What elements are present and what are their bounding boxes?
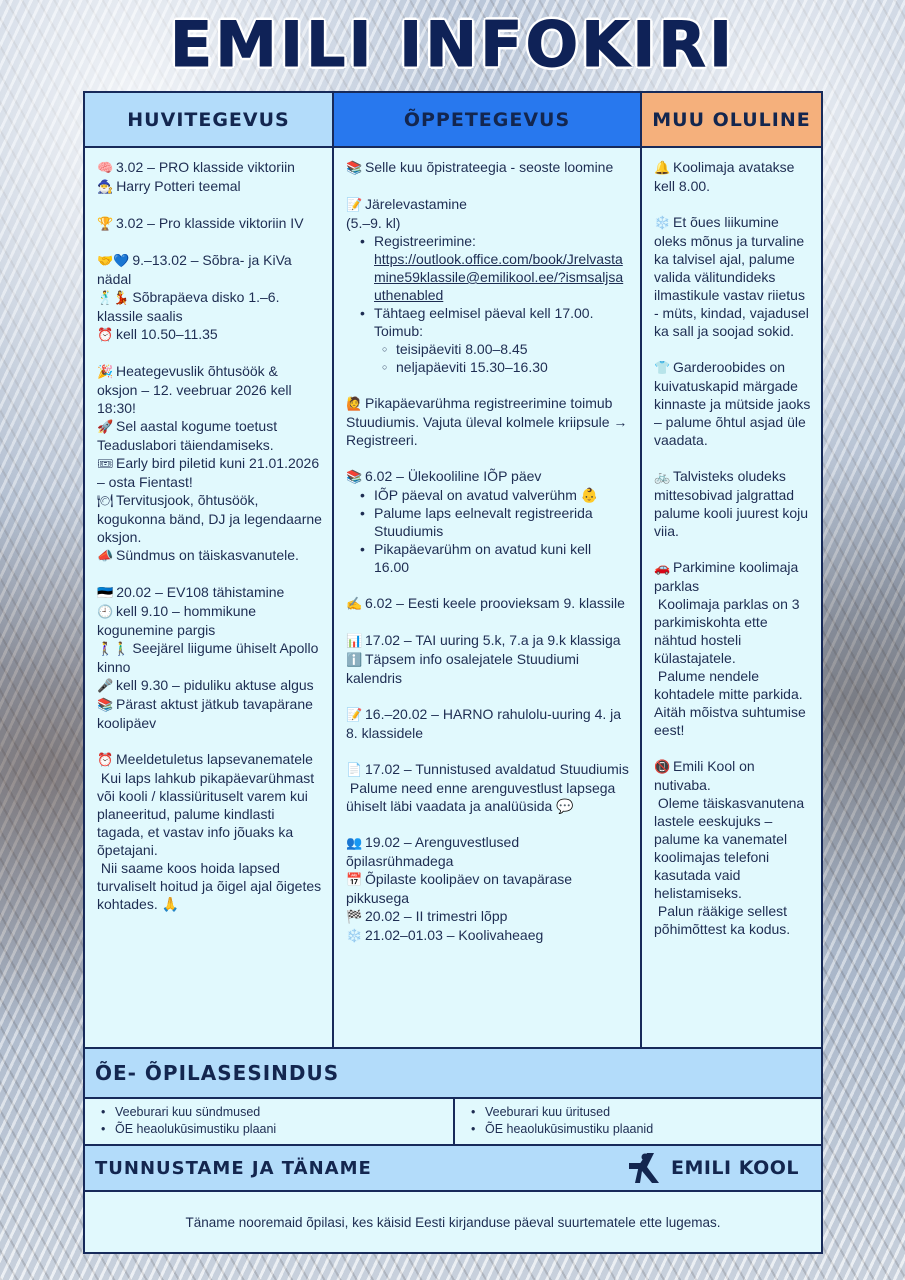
- emoji-icon: ⏰: [97, 327, 114, 342]
- emoji-icon: 📚: [97, 697, 114, 712]
- info-block: [346, 631, 630, 687]
- info-block: [346, 833, 630, 945]
- emoji-icon: 📣: [97, 548, 114, 563]
- emoji-icon: 🔔: [654, 160, 671, 175]
- info-text: Õpilaste koolipäev on tavapärase pikkusega: [346, 871, 573, 906]
- info-text: Nii saame koos hoida lapsed turvaliselt hoitud ja õigel ajal õigetes kohtades. 🙏: [97, 860, 322, 912]
- info-line: [654, 757, 811, 794]
- info-text: 3.02 – PRO klasside viktoriin: [116, 159, 295, 175]
- column-body-oppetegevus: [334, 148, 640, 1047]
- info-block: [97, 251, 322, 344]
- list-item: • Pikapäevarühm on avatud kuni kell 16.00: [360, 540, 630, 576]
- emoji-icon: 📊: [346, 633, 363, 648]
- info-text: 6.02 – Eesti keele proovieksam 9. klassile: [365, 595, 625, 611]
- list-item: [360, 232, 630, 304]
- info-line: [654, 558, 811, 595]
- jarelevastamine-list: [360, 232, 630, 376]
- info-line: [97, 639, 322, 676]
- column-muu-oluline: [642, 93, 821, 1047]
- emoji-icon: 🎤: [97, 678, 114, 693]
- info-block: [654, 158, 811, 195]
- column-heading-huvitegevus: HUVITEGEVUS: [85, 93, 332, 148]
- info-text: 21.02–01.03 – Koolivaheaeg: [365, 927, 544, 943]
- info-line: [97, 417, 322, 454]
- emili-kool-logo: [627, 1151, 799, 1185]
- info-text: Oleme täiskasvanutena lastele eeskujuks – palume ka vanematel koolimajas telefoni kasutada vaid helistamiseks.: [654, 795, 805, 901]
- info-text: Pärast aktust jätkub tavapärane koolipäev: [97, 696, 313, 731]
- info-line: [346, 907, 630, 926]
- memo-icon: 📝: [346, 197, 363, 212]
- info-line: [654, 595, 811, 667]
- registration-label: Registreerimine:: [374, 233, 476, 249]
- deadline-text: Tähtaeg eelmisel päeval kell 17.00. Toimub:: [374, 305, 594, 339]
- emoji-icon: 🎟: [97, 456, 114, 471]
- emoji-icon: 🚲: [654, 469, 671, 484]
- info-text: Kui laps lahkub pikapäevarühmast või kooli / klassiürituselt varem kui planeeritud, palume kindlasti tagada, et vastav info jõuaks ka õpetajani.: [97, 770, 315, 858]
- info-line: [97, 491, 322, 546]
- emoji-icon: 🧙‍♂️: [97, 179, 114, 194]
- thanks-section-heading: [83, 1144, 823, 1192]
- info-line: [654, 902, 811, 938]
- info-line: [97, 676, 322, 695]
- list-item: [360, 304, 630, 376]
- info-line: [97, 695, 322, 732]
- pikapaev-text: Pikapäevarühma registreerimine toimub Stuudiumis. Vajuta üleval kolmele kriipsule → Registreeri.: [346, 395, 628, 448]
- info-line: [97, 288, 322, 325]
- strategy-text: Selle kuu õpistrateegia - seoste loomine: [365, 159, 614, 175]
- emoji-icon: 🏆: [97, 216, 114, 231]
- info-text: Koolimaja avatakse kell 8.00.: [654, 159, 795, 194]
- info-text: Meeldetuletus lapsevanematele: [116, 751, 313, 767]
- info-text: kell 10.50–11.35: [116, 326, 218, 342]
- thanks-text: Täname nooremaid õpilasi, kes käisid Eesti kirjanduse päeval suurtematele ette lugemas.: [185, 1214, 721, 1230]
- info-line: [346, 705, 630, 742]
- info-line: [97, 750, 322, 769]
- emoji-icon: 🕺💃: [97, 290, 130, 305]
- info-text: Harry Potteri teemal: [116, 178, 241, 194]
- emoji-icon: 📄: [346, 762, 363, 777]
- info-line: [654, 667, 811, 739]
- info-line: [97, 158, 322, 177]
- list-item: • Veeburari kuu sündmused: [101, 1104, 453, 1121]
- info-line: [97, 546, 322, 565]
- emoji-icon: 🤝💙: [97, 253, 130, 268]
- info-line: [654, 158, 811, 195]
- info-line: [97, 251, 322, 288]
- info-text: Sõbrapäeva disko 1.–6. klassile saalis: [97, 289, 280, 324]
- emoji-icon: 📵: [654, 759, 671, 774]
- info-text: 17.02 – Tunnistused avaldatud Stuudiumis: [365, 761, 629, 777]
- info-text: 16.–20.02 – HARNO rahulolu-uuring 4. ja 8. klassidele: [346, 706, 622, 741]
- info-text: Täpsem info osalejatele Stuudiumi kalendris: [346, 651, 580, 686]
- times-list: [382, 340, 630, 376]
- emoji-icon: 🏁: [346, 909, 363, 924]
- emoji-icon: ⏰: [97, 752, 114, 767]
- info-block: [97, 583, 322, 732]
- info-text: 9.–13.02 – Sõbra- ja KiVa nädal: [97, 252, 292, 287]
- info-text: kell 9.30 – piduliku aktuse algus: [116, 677, 314, 693]
- thanks-section-body: [83, 1190, 823, 1254]
- column-body-huvitegevus: [85, 148, 332, 1047]
- info-block: [654, 358, 811, 449]
- info-text: Heategevuslik õhtusöök & oksjon – 12. veebruar 2026 kell 18:30!: [97, 363, 292, 416]
- thanks-heading-text: TUNNUSTAME JA TÄNAME: [95, 1157, 372, 1179]
- oe-right-list: [471, 1104, 821, 1138]
- info-text: Parkimine koolimaja parklas: [654, 559, 799, 594]
- info-line: [346, 650, 630, 687]
- oppetegevus-events: [346, 594, 630, 945]
- oe-section-heading: ÕE- ÕPILASESINDUS: [83, 1047, 823, 1099]
- info-text: Garderoobides on kuivatuskapid märgade kinnaste ja mütside jaoks – palume õhtul asjad üle vaadata.: [654, 359, 811, 448]
- iop-block: [346, 467, 630, 576]
- info-block: [346, 760, 630, 815]
- info-line: [97, 454, 322, 491]
- info-text: Sündmus on täiskasvanutele.: [116, 547, 299, 563]
- strategy-block: [346, 158, 630, 177]
- info-text: Koolimaja parklas on 3 parkimiskohta ette nähtud hosteli külastajatele.: [654, 596, 800, 666]
- info-block: [97, 214, 322, 233]
- info-text: Sel aastal kogume toetust Teaduslabori täiendamiseks.: [97, 418, 278, 453]
- info-text: Emili Kool on nutivaba.: [654, 758, 755, 793]
- oe-right-cell: [455, 1099, 821, 1144]
- logo-text: EMILI KOOL: [670, 1157, 799, 1179]
- info-line: [654, 213, 811, 340]
- info-block: [346, 594, 630, 613]
- emoji-icon: 🧠: [97, 160, 114, 175]
- emoji-icon: 🍽: [97, 493, 114, 508]
- emoji-icon: 👕: [654, 360, 671, 375]
- info-text: 20.02 – II trimestri lõpp: [365, 908, 508, 924]
- emoji-icon: ℹ️: [346, 652, 363, 667]
- info-block: [654, 558, 811, 739]
- info-line: [97, 602, 322, 639]
- info-text: Palume need enne arenguvestlust lapsega ühiselt läbi vaadata ja analüüsida 💬: [346, 780, 616, 814]
- emoji-icon: 📅: [346, 872, 363, 887]
- column-heading-oppetegevus: ÕPPETEGEVUS: [334, 93, 640, 148]
- list-item: • ÕE heaolukūsimustiku plaani: [101, 1121, 453, 1138]
- iop-title: 6.02 – Ülekooliline IÕP päev: [365, 468, 542, 484]
- list-item: • Veeburari kuu üritused: [471, 1104, 821, 1121]
- list-item: ○ teisipäeviti 8.00–8.45: [382, 340, 630, 358]
- pikapaev-block: [346, 394, 630, 449]
- emoji-icon: 🎉: [97, 364, 114, 379]
- iop-list: [360, 486, 630, 576]
- info-text: 19.02 – Arenguvestlused õpilasrühmadega: [346, 834, 520, 869]
- info-text: kell 9.10 – hommikune kogunemine pargis: [97, 603, 257, 638]
- info-line: [97, 769, 322, 859]
- info-text: 3.02 – Pro klasside viktoriin IV: [116, 215, 304, 231]
- emoji-icon: ❄️: [654, 215, 671, 230]
- main-grid: [83, 91, 823, 1049]
- emoji-icon: 🇪🇪: [97, 585, 114, 600]
- jarelevastamine-block: [346, 195, 630, 376]
- info-text: 17.02 – TAI uuring 5.k, 7.a ja 9.k klassiga: [365, 632, 621, 648]
- info-line: [654, 794, 811, 902]
- oe-left-list: [101, 1104, 453, 1138]
- info-line: [346, 594, 630, 613]
- column-oppetegevus: [334, 93, 642, 1047]
- info-block: [97, 362, 322, 565]
- info-text: Tervitusjook, õhtusöök, kogukonna bänd, DJ ja legendaarne oksjon.: [97, 492, 322, 545]
- info-line: [346, 833, 630, 870]
- info-line: [346, 631, 630, 650]
- emoji-icon: 🕘: [97, 604, 114, 619]
- info-text: Palume nendele kohtadele mitte parkida. Aitäh mõistva suhtumise eest!: [654, 668, 806, 738]
- info-block: [654, 757, 811, 938]
- info-block: [654, 213, 811, 340]
- info-line: [654, 467, 811, 540]
- info-line: [97, 177, 322, 196]
- jarelevastamine-title: Järelevastamine: [365, 196, 467, 212]
- emoji-icon: ❄️: [346, 928, 363, 943]
- jarelevastamine-grades: (5.–9. kl): [346, 215, 401, 231]
- books-icon: 📚: [346, 469, 363, 484]
- emoji-icon: ✍️: [346, 596, 363, 611]
- info-block: [97, 158, 322, 196]
- list-item: • IÕP päeval on avatud valverühm 👶: [360, 486, 630, 504]
- emoji-icon: 👥: [346, 835, 363, 850]
- books-icon: 📚: [346, 160, 363, 175]
- newsletter-title: EMILI INFOKIRI: [169, 8, 736, 81]
- list-item: • Palume laps eelnevalt registreerida Stuudiumis: [360, 504, 630, 540]
- info-block: [654, 467, 811, 540]
- emoji-icon: 🚗: [654, 560, 671, 575]
- info-text: Palun rääkige sellest põhimõttest ka kodus.: [654, 903, 791, 937]
- oe-section-body: [83, 1097, 823, 1146]
- list-item: ○ neljapäeviti 15.30–16.30: [382, 358, 630, 376]
- info-text: Et õues liikumine oleks mõnus ja turvaline ka talvisel ajal, palume valida välitundideks ilmastikule vastav riietus - müts, kindad, vajadusel ka sall ja soojad sokid.: [654, 214, 809, 339]
- info-block: [346, 705, 630, 742]
- info-text: Seejärel liigume ühiselt Apollo kinno: [97, 640, 319, 675]
- info-text: 20.02 – EV108 tähistamine: [116, 584, 285, 600]
- info-line: [346, 779, 630, 815]
- emoji-icon: 📝: [346, 707, 363, 722]
- registration-link[interactable]: https://outlook.office.com/book/Jrelvastamine59klassile@emilikool.ee/?ismsaljsauthenabled: [374, 251, 624, 303]
- info-line: [346, 926, 630, 945]
- column-heading-muu-oluline: MUU OLULINE: [642, 93, 821, 148]
- column-body-muu-oluline: [642, 148, 821, 1047]
- info-line: [97, 214, 322, 233]
- column-huvitegevus: [85, 93, 334, 1047]
- list-item: • ÕE heaolukūsimustiku plaanid: [471, 1121, 821, 1138]
- info-line: [346, 870, 630, 907]
- info-line: [654, 358, 811, 449]
- info-line: [97, 362, 322, 417]
- info-line: [97, 325, 322, 344]
- emoji-icon: 🚶‍♀️🚶‍♂️: [97, 641, 130, 656]
- info-line: [346, 760, 630, 779]
- info-text: Early bird piletid kuni 21.01.2026 – osta Fientast!: [97, 455, 320, 490]
- oe-left-cell: [85, 1099, 455, 1144]
- person-raising-hand-icon: 🙋: [346, 396, 363, 411]
- info-line: [97, 859, 322, 913]
- info-text: Talvisteks oludeks mittesobivad jalgrattad palume kooli juurest koju viia.: [654, 468, 809, 539]
- info-line: [97, 583, 322, 602]
- emili-kool-logo-icon: [627, 1151, 667, 1185]
- info-block: [97, 750, 322, 913]
- emoji-icon: 🚀: [97, 419, 114, 434]
